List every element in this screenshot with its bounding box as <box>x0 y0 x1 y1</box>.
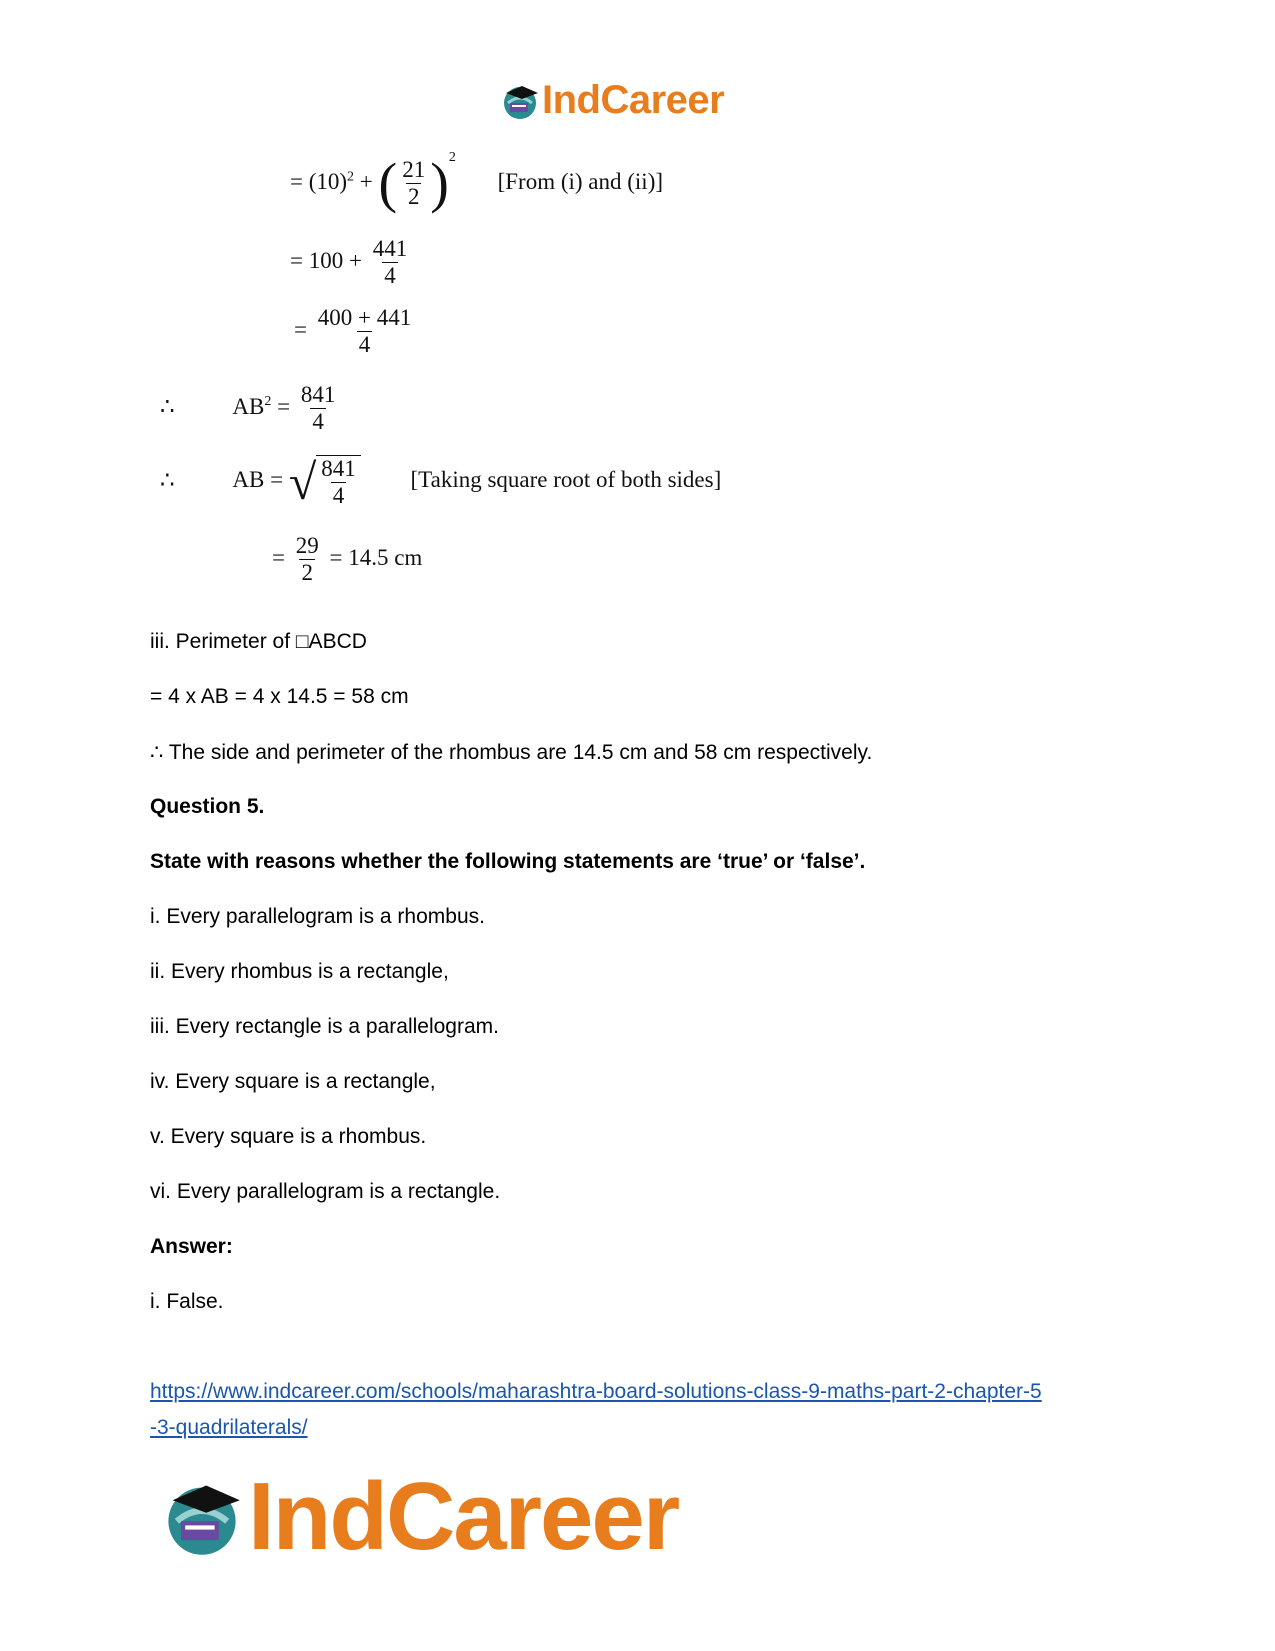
logo-text: IndCareer <box>248 1463 679 1570</box>
statement-item: iii. Every rectangle is a parallelogram. <box>150 1015 499 1038</box>
frac-den: 4 <box>332 483 345 508</box>
statement-item: iv. Every square is a rectangle, <box>150 1070 436 1093</box>
question-text: State with reasons whether the following statements are ‘true’ or ‘false’. <box>150 850 866 873</box>
therefore-symbol: ∴ <box>160 393 175 419</box>
math-line-2 <box>290 236 412 289</box>
math-line-3 <box>294 305 416 358</box>
link-line-1[interactable]: https://www.indcareer.com/schools/maharashtra-board-solutions-class-9-maths-part-2-chapter-5 <box>150 1380 1042 1403</box>
frac-den: 2 <box>301 560 313 585</box>
logo-text: IndCareer <box>542 78 725 122</box>
radical-sign: √ <box>288 454 317 510</box>
link-line-2[interactable]: -3-quadrilaterals/ <box>150 1416 308 1439</box>
frac-den: 4 <box>358 332 371 357</box>
math-text: = 14.5 cm <box>329 544 423 570</box>
text-line: = 4 x AB = 4 x 14.5 = 58 cm <box>150 685 409 708</box>
math-note: [Taking square root of both sides] <box>410 467 722 493</box>
frac-num: 400 + 441 <box>317 305 412 330</box>
math-line-6 <box>272 533 422 586</box>
frac-num: 841 <box>300 382 336 407</box>
text-line: iii. Perimeter of □ABCD <box>150 630 367 653</box>
statement-item: ii. Every rhombus is a rectangle, <box>150 960 449 983</box>
header-logo <box>500 78 724 123</box>
math-line-5 <box>160 455 721 509</box>
math-line-4 <box>160 382 340 435</box>
math-text: = <box>294 316 307 342</box>
math-sup: 2 <box>347 169 355 185</box>
footer-logo <box>160 1462 678 1572</box>
statement-item: v. Every square is a rhombus. <box>150 1125 427 1148</box>
math-sup: 2 <box>448 150 456 165</box>
fraction <box>319 456 358 509</box>
statement-item: i. Every parallelogram is a rhombus. <box>150 905 485 928</box>
paren-open: ( <box>378 152 398 215</box>
math-text: AB = <box>232 467 284 493</box>
frac-den: 2 <box>407 184 420 210</box>
math-line-1 <box>290 150 664 215</box>
math-sup: 2 <box>264 394 272 410</box>
math-text: = (10) <box>290 169 348 194</box>
math-text: = <box>272 544 285 570</box>
frac-num: 21 <box>402 157 426 183</box>
graduation-cap-globe-icon <box>160 1475 244 1559</box>
statement-item: vi. Every parallelogram is a rectangle. <box>150 1180 501 1203</box>
frac-num: 441 <box>372 236 408 261</box>
math-text: + <box>359 169 373 194</box>
radicand <box>316 455 361 509</box>
fraction <box>299 382 338 435</box>
answer-item: i. False. <box>150 1290 224 1313</box>
math-text: AB <box>232 393 265 419</box>
frac-num: 841 <box>321 456 356 481</box>
text-line: ∴ The side and perimeter of the rhombus are 14.5 cm and 58 cm respectively. <box>150 741 873 764</box>
therefore-symbol: ∴ <box>160 467 175 493</box>
source-link[interactable] <box>150 1374 1150 1446</box>
graduation-cap-globe-icon <box>500 81 540 121</box>
frac-den: 4 <box>312 409 324 434</box>
math-text: = 100 + <box>290 247 362 273</box>
frac-den: 4 <box>384 263 396 288</box>
fraction <box>294 533 321 586</box>
answer-heading: Answer: <box>150 1235 233 1258</box>
fraction <box>371 236 410 289</box>
math-note: [From (i) and (ii)] <box>497 169 664 194</box>
square-root <box>289 455 361 509</box>
question-heading: Question 5. <box>150 795 265 818</box>
fraction <box>316 305 413 358</box>
frac-num: 29 <box>295 533 319 558</box>
math-text: = <box>277 393 291 419</box>
fraction <box>400 157 427 210</box>
paren-close: ) <box>430 152 449 215</box>
